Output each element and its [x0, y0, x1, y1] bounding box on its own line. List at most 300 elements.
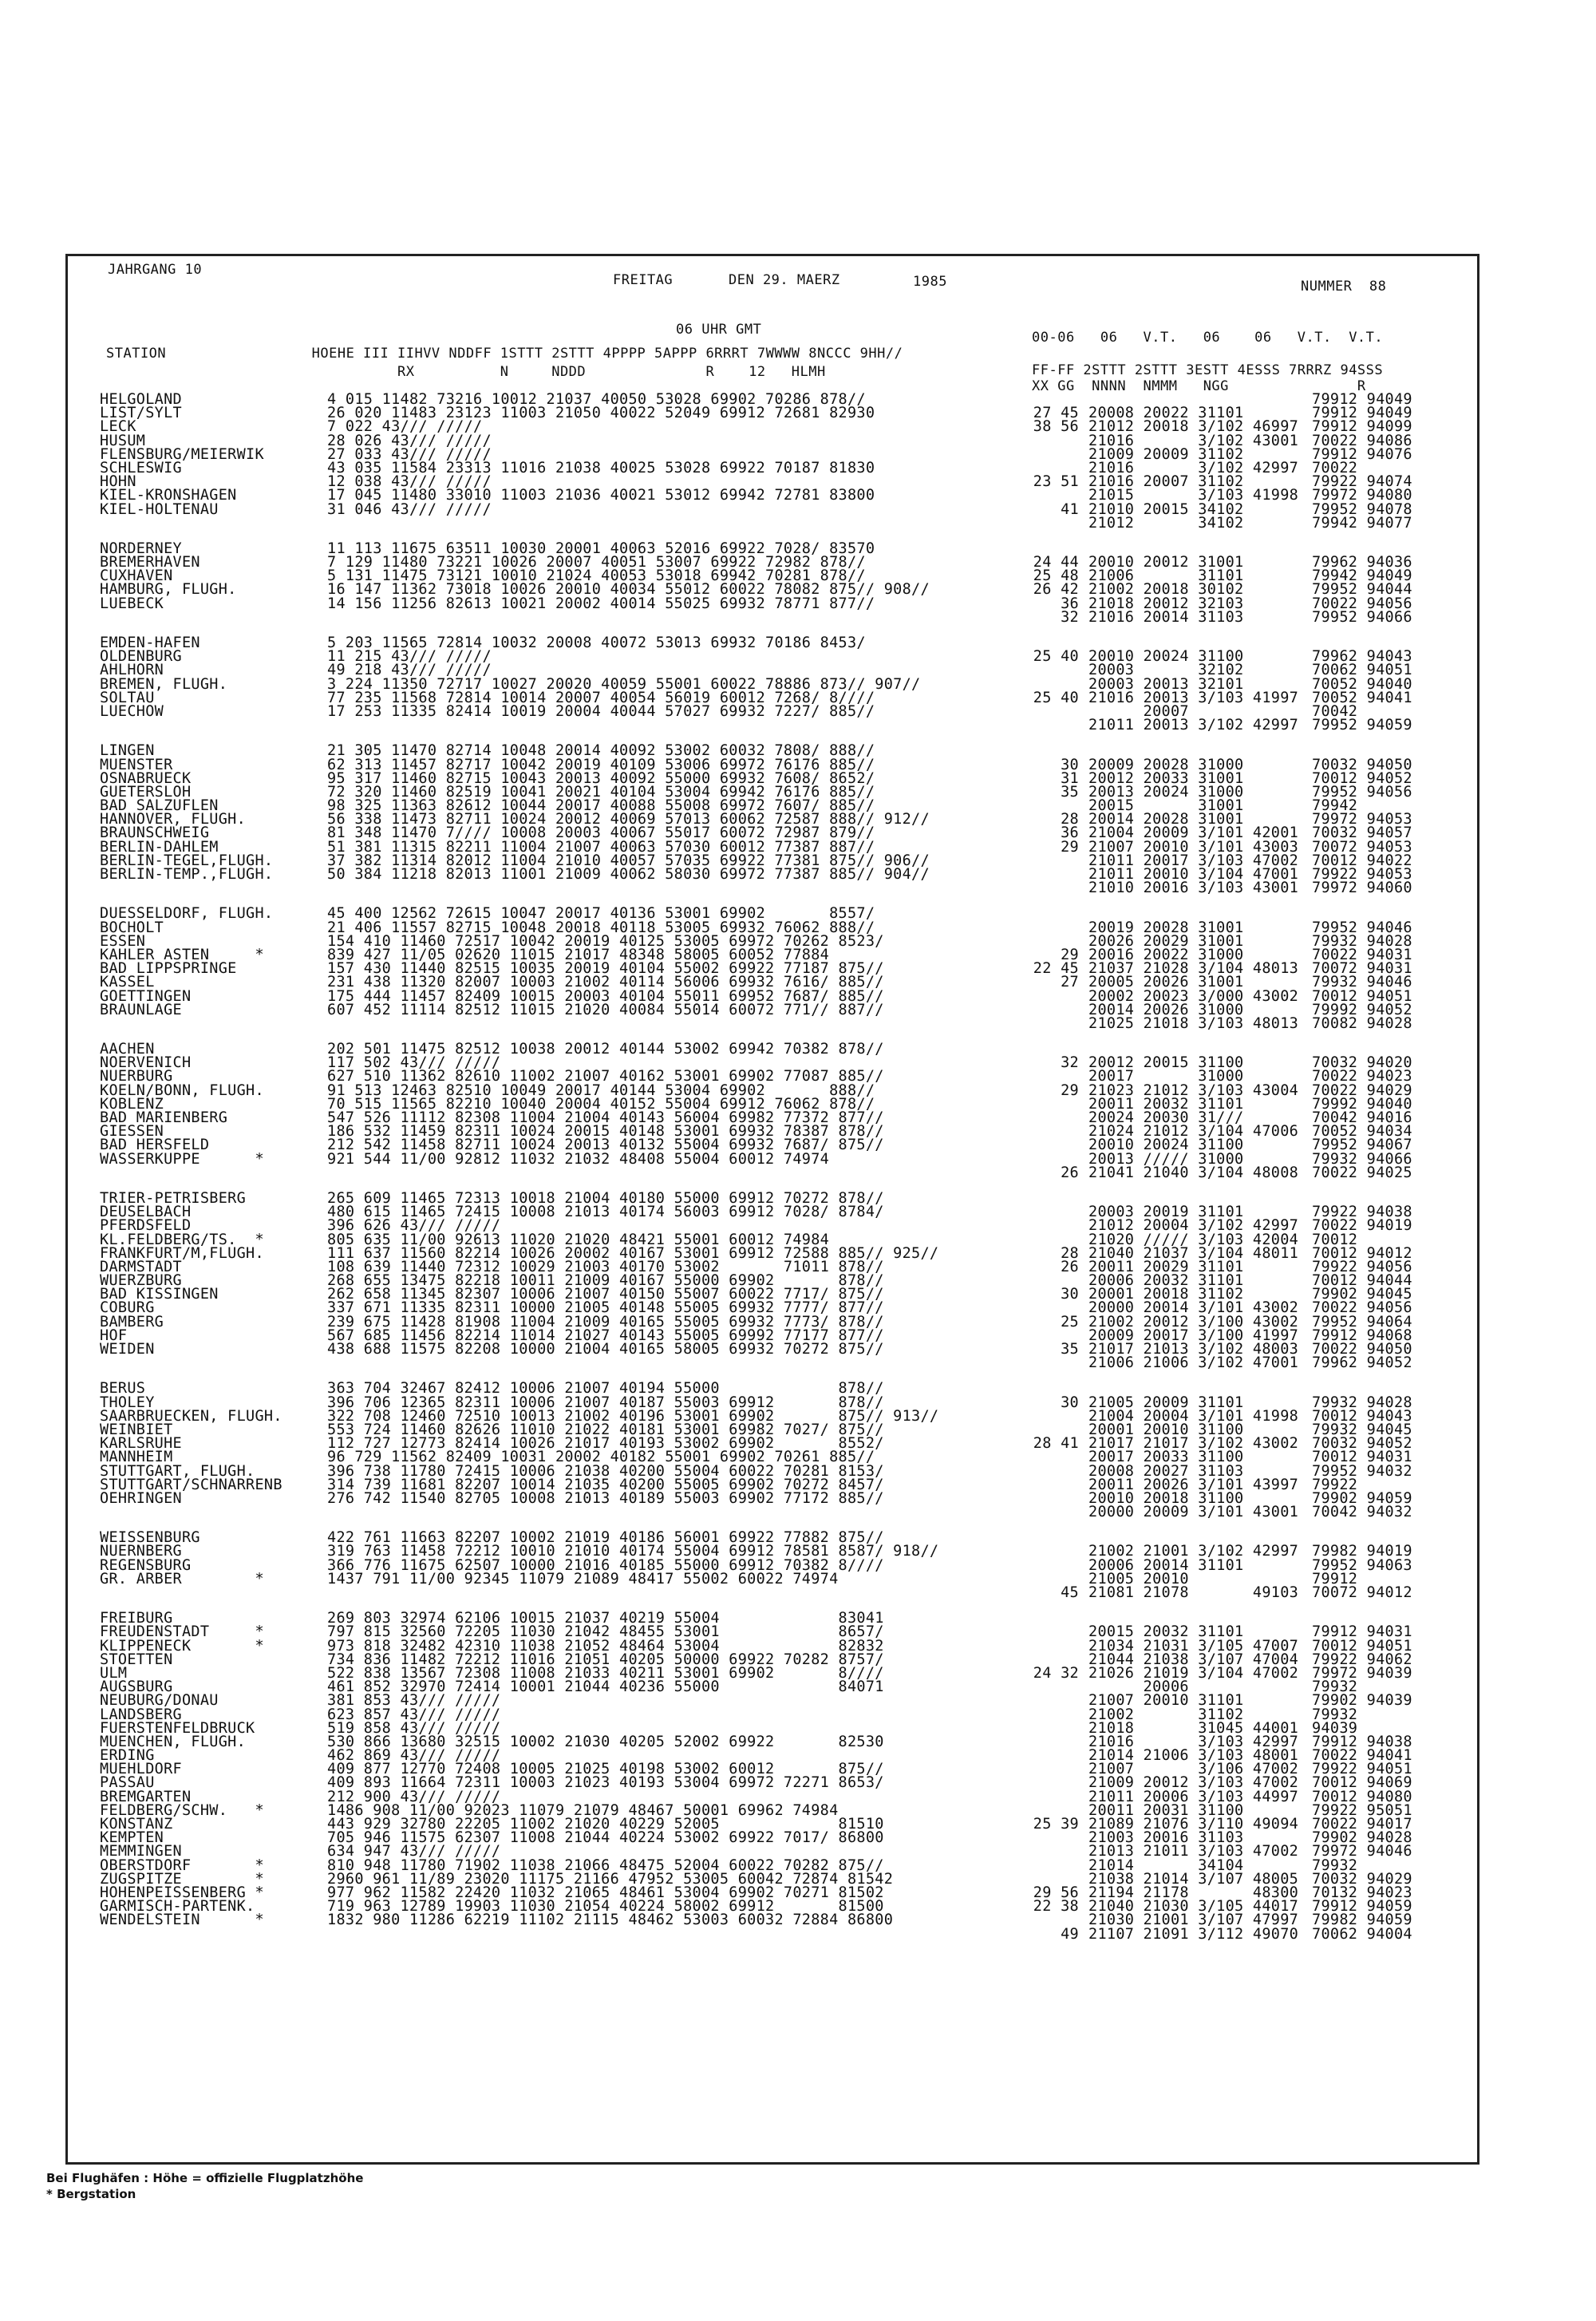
temperature-groups: 20007 — [1088, 702, 1189, 720]
observation-groups: 21 305 11470 82714 10048 20014 40092 53002 60032 7808/ 888// — [327, 742, 875, 760]
station-name: STOETTEN — [100, 1651, 173, 1668]
precip-snow-groups: 70012 94043 — [1312, 1407, 1412, 1425]
temperature-groups: 20009 20017 3/100 41997 — [1088, 1327, 1299, 1344]
observation-groups: 2960 961 11/89 23020 11175 21166 47952 53005 60042 72874 81542 — [327, 1870, 894, 1888]
station-name: BAD MARIENBERG — [100, 1109, 228, 1126]
precip-snow-groups: 79922 94038 — [1312, 1204, 1412, 1221]
station-name: WUERZBURG — [100, 1272, 182, 1290]
temperature-groups: 20006 20032 31101 — [1088, 1272, 1244, 1290]
wind-gust: 29 — [1061, 838, 1079, 856]
temperature-groups: 21016 20007 31102 — [1088, 473, 1244, 491]
station-name: KL.FELDBERG/TS. * — [100, 1231, 264, 1248]
station-name: HAMBURG, FLUGH. — [100, 581, 237, 599]
observation-groups: 810 948 11780 71902 11038 21066 48475 52004 60022 70282 875// — [327, 1856, 884, 1874]
station-name: HUSUM — [100, 432, 146, 449]
temperature-groups: 21002 20018 30102 — [1088, 581, 1244, 599]
station-row — [100, 1342, 1057, 1356]
precip-snow-groups: 79932 94045 — [1312, 1421, 1412, 1438]
station-name: BREMEN, FLUGH. — [100, 675, 228, 693]
temperature-groups: 21011 20010 3/104 47001 — [1088, 866, 1299, 883]
temperature-groups: 21002 20012 3/100 43002 — [1088, 1313, 1299, 1331]
precip-snow-groups: 79922 94074 — [1312, 473, 1412, 491]
summary-row — [1029, 1505, 1476, 1519]
station-row — [100, 1138, 1057, 1152]
temperature-groups: 21030 21001 3/107 47997 — [1088, 1912, 1299, 1929]
precip-snow-groups: 70012 94080 — [1312, 1788, 1412, 1805]
station-name: AHLHORN — [100, 662, 164, 679]
precip-snow-groups: 70042 94016 — [1312, 1109, 1412, 1126]
temperature-groups: 20009 20028 31000 — [1088, 756, 1244, 773]
wind-gust: 25 40 — [1033, 648, 1079, 666]
wind-gust: 31 — [1061, 769, 1079, 787]
precip-snow-groups: 79952 94067 — [1312, 1137, 1412, 1154]
precip-snow-groups: 79952 94059 — [1312, 717, 1412, 734]
station-name: BAMBERG — [100, 1313, 164, 1331]
station-row — [100, 742, 1057, 760]
temperature-groups: 21018 20012 32103 — [1088, 595, 1244, 612]
precip-snow-groups: 79922 94053 — [1312, 866, 1412, 883]
group-gap — [1029, 624, 1476, 636]
station-name: MUEHLDORF — [100, 1761, 182, 1778]
precip-snow-groups: 79922 94062 — [1312, 1651, 1412, 1668]
precip-snow-groups: 79912 94059 — [1312, 1898, 1412, 1916]
precip-snow-groups: 79972 94039 — [1312, 1664, 1412, 1682]
observation-groups: 212 542 11458 82711 10024 20013 40132 55004 69932 7687/ 875// — [327, 1137, 884, 1154]
station-name: ULM — [100, 1664, 128, 1682]
observation-groups: 322 708 12460 72510 10013 21002 40196 53001 69902 875// 913// — [327, 1407, 939, 1425]
station-row — [100, 488, 1057, 502]
temperature-groups: 21009 20012 3/103 47002 — [1088, 1774, 1299, 1792]
wind-gust: 32 — [1061, 608, 1079, 626]
temperature-groups: 21007 20010 31101 — [1088, 1692, 1244, 1710]
wind-gust: 25 39 — [1033, 1816, 1079, 1833]
station-name: HELGOLAND — [100, 391, 182, 408]
station-name: ESSEN — [100, 932, 146, 950]
temperature-groups: 20008 20027 31103 — [1088, 1462, 1244, 1480]
station-row — [100, 500, 1057, 518]
observation-groups: 553 724 11460 82626 11010 21022 40181 53001 69982 7027/ 875// — [327, 1421, 884, 1438]
precip-snow-groups: 70032 94050 — [1312, 756, 1412, 773]
left-column-header-1: STATION HOEHE III IIHVV NDDFF 1STTT 2STTT 4PPPP 5APPP 6RRRT 7WWWW 8NCCC 9HH// — [106, 346, 903, 362]
observation-groups: 396 738 11780 72415 10006 21038 40200 55004 60022 70281 8153/ — [327, 1462, 884, 1480]
observation-groups: 12 038 43/// ///// — [327, 473, 492, 491]
temperature-groups: 20026 20029 31001 — [1088, 932, 1244, 950]
summary-row — [1029, 744, 1476, 757]
observation-groups: 27 033 43/// ///// — [327, 445, 492, 463]
wind-gust: 36 — [1061, 824, 1079, 842]
precip-snow-groups: 70022 94086 — [1312, 432, 1412, 449]
station-name: OEHRINGEN — [100, 1489, 182, 1507]
precip-snow-groups: 70022 94019 — [1312, 1217, 1412, 1235]
observation-groups: 268 655 13475 82218 10011 21009 40167 55000 69902 878// — [327, 1272, 884, 1290]
station-name: REGENSBURG — [100, 1556, 192, 1574]
observation-groups: 366 776 11675 62507 10000 21016 40185 55000 69912 70382 8//// — [327, 1556, 884, 1574]
station-name: FLENSBURG/MEIERWIK — [100, 445, 264, 463]
group-gap — [1029, 895, 1476, 907]
station-name: PASSAU — [100, 1774, 155, 1792]
wind-gust: 30 — [1061, 1286, 1079, 1303]
precip-snow-groups: 70012 94031 — [1312, 1449, 1412, 1466]
station-name: BERLIN-TEGEL,FLUGH. — [100, 852, 274, 869]
observation-groups: 43 035 11584 23313 11016 21038 40025 53028 69922 70187 81830 — [327, 459, 875, 476]
observation-groups: 7 129 11480 73221 10026 20007 40051 53007 69922 72982 878// — [327, 554, 866, 571]
precip-snow-groups: 79902 94045 — [1312, 1286, 1412, 1303]
temperature-groups: 20014 20028 31001 — [1088, 811, 1244, 828]
station-name: STUTTGART, FLUGH. — [100, 1462, 255, 1480]
precip-snow-groups: 79922 94056 — [1312, 1258, 1412, 1275]
precip-snow-groups: 79912 94049 — [1312, 405, 1412, 422]
jahrgang-label: JAHRGANG 10 — [108, 262, 203, 278]
observation-groups: 276 742 11540 82705 10008 21013 40189 55003 69902 77172 885// — [327, 1489, 884, 1507]
precip-snow-groups: 70052 94034 — [1312, 1123, 1412, 1141]
observation-groups: 627 510 11362 82610 11002 21007 40162 53001 69902 77087 885// — [327, 1068, 884, 1085]
station-name: STUTTGART/SCHNARRENB — [100, 1476, 282, 1493]
station-row — [100, 1356, 1057, 1370]
station-row — [100, 1928, 1057, 1941]
precip-snow-groups: 70012 94044 — [1312, 1272, 1412, 1290]
station-row — [100, 905, 1057, 923]
wind-gust: 25 40 — [1033, 689, 1079, 706]
station-name: KLIPPENECK * — [100, 1637, 264, 1655]
precip-snow-groups: 79952 94063 — [1312, 1556, 1412, 1574]
summary-row — [1029, 1692, 1476, 1710]
temperature-groups: 20019 20028 31001 — [1088, 919, 1244, 936]
precip-snow-groups: 79912 94076 — [1312, 445, 1412, 463]
station-name: WENDELSTEIN * — [100, 1912, 264, 1929]
precip-snow-groups: 79972 94060 — [1312, 880, 1412, 897]
summary-row — [1029, 1586, 1476, 1599]
temperature-groups: 21009 20009 31102 — [1088, 445, 1244, 463]
summary-row — [1029, 975, 1476, 989]
wind-gust: 32 — [1061, 1054, 1079, 1072]
station-name: DUESSELDORF, FLUGH. — [100, 905, 274, 923]
observation-groups: 37 382 11314 82012 11004 21010 40057 57035 69922 77381 875// 906// — [327, 852, 930, 869]
station-name: BREMERHAVEN — [100, 554, 200, 571]
station-row — [100, 1450, 1057, 1464]
station-name: THOLEY — [100, 1394, 155, 1411]
temperature-groups: 21034 21031 3/105 47007 — [1088, 1637, 1299, 1655]
wind-gust: 24 44 — [1033, 554, 1079, 571]
observation-groups: 269 803 32974 62106 10015 21037 40219 55004 83041 — [327, 1610, 884, 1627]
station-row — [100, 881, 1057, 895]
date-label: DEN 29. MAERZ — [729, 272, 840, 288]
precip-snow-groups: 79952 94056 — [1312, 783, 1412, 801]
temperature-groups: 20011 20029 31101 — [1088, 1258, 1244, 1275]
precip-snow-groups: 79912 94068 — [1312, 1327, 1412, 1344]
wind-gust: 45 — [1061, 1584, 1079, 1601]
wind-gust: 30 — [1061, 1394, 1079, 1411]
station-name: WASSERKUPPE * — [100, 1150, 264, 1168]
group-gap — [1029, 1180, 1476, 1192]
temperature-groups: 20003 32102 — [1088, 662, 1244, 679]
observation-groups: 21 406 11557 82715 10048 20018 40118 53005 69932 76062 888// — [327, 919, 875, 936]
station-name: HOF — [100, 1327, 128, 1344]
temperature-groups: 21081 21078 49103 — [1088, 1584, 1299, 1601]
observation-groups: 623 857 43/// ///// — [327, 1706, 501, 1723]
year-label: 1985 — [913, 274, 947, 290]
observation-groups: 522 838 13567 72308 11008 21033 40211 53001 69902 8//// — [327, 1664, 884, 1682]
station-name: BRAUNSCHWEIG — [100, 824, 210, 842]
observation-groups: 70 515 11565 82210 10040 20004 40152 55004 69912 76062 878// — [327, 1095, 875, 1113]
group-gap — [1029, 1370, 1476, 1382]
station-name: KAHLER ASTEN * — [100, 946, 264, 963]
footnote-airport: Bei Flughäfen : Höhe = offizielle Flugplatzhöhe — [46, 2171, 364, 2185]
precip-snow-groups: 79902 94059 — [1312, 1489, 1412, 1507]
precip-snow-groups: 79992 94052 — [1312, 1001, 1412, 1018]
observation-groups: 49 218 43/// ///// — [327, 662, 492, 679]
observation-time: 06 UHR GMT — [676, 322, 762, 338]
observation-groups: 797 815 32560 72205 11030 21042 48455 53001 8657/ — [327, 1623, 884, 1641]
temperature-groups: 20013 ///// 31000 — [1088, 1150, 1244, 1168]
observation-groups: 16 147 11362 73018 10026 20010 40034 55012 60022 78082 875// 908// — [327, 581, 930, 599]
precip-snow-groups: 70062 94004 — [1312, 1925, 1412, 1943]
station-name: GARMISCH-PARTENK. — [100, 1898, 255, 1916]
station-name: KIEL-HOLTENAU — [100, 500, 219, 518]
station-observations — [100, 393, 1057, 1941]
station-name: SOLTAU — [100, 689, 155, 706]
observation-groups: 45 400 12562 72615 10047 20017 40136 53001 69902 8557/ — [327, 905, 875, 923]
station-name: FREIBURG — [100, 1610, 173, 1627]
station-name: AACHEN — [100, 1041, 155, 1058]
precip-snow-groups: 79962 94043 — [1312, 648, 1412, 666]
station-name: BAD HERSFELD — [100, 1137, 210, 1154]
observation-groups: 1832 980 11286 62219 11102 21115 48462 53003 60032 72884 86800 — [327, 1912, 894, 1929]
observation-groups: 3 224 11350 72717 10027 20020 40059 55001 60022 78886 873// 907// — [327, 675, 921, 693]
temperature-groups: 20003 20019 31101 — [1088, 1204, 1244, 1221]
summary-row — [1029, 488, 1476, 502]
station-name: BAD SALZUFLEN — [100, 797, 219, 815]
wind-gust: 25 48 — [1033, 567, 1079, 585]
temperature-groups: 21012 20004 3/102 42997 — [1088, 1217, 1299, 1235]
right-column-header-0: 00-06 06 V.T. 06 06 V.T. V.T. — [1032, 330, 1384, 346]
precip-snow-groups: 79922 94051 — [1312, 1761, 1412, 1778]
observation-groups: 265 609 11465 72313 10018 21004 40180 55000 69912 70272 878// — [327, 1189, 884, 1207]
station-row — [100, 1205, 1057, 1219]
temperature-groups: 20008 20022 31101 — [1088, 405, 1244, 422]
station-name: MUENCHEN, FLUGH. — [100, 1733, 247, 1750]
precip-snow-groups: 79982 94059 — [1312, 1912, 1412, 1929]
precip-snow-groups: 70042 — [1312, 702, 1358, 720]
temperature-groups: 20015 20032 31101 — [1088, 1623, 1244, 1641]
wind-gust: 29 56 — [1033, 1884, 1079, 1901]
station-row — [100, 1735, 1057, 1749]
precip-snow-groups: 70022 94023 — [1312, 1068, 1412, 1085]
wind-gust: 35 — [1061, 783, 1079, 801]
precip-snow-groups: 79912 94049 — [1312, 391, 1412, 408]
summary-row — [1029, 1845, 1476, 1858]
precip-snow-groups: 79922 — [1312, 1476, 1358, 1493]
wind-gust: 29 — [1061, 1081, 1079, 1099]
precip-snow-groups: 70022 94025 — [1312, 1164, 1412, 1181]
station-row — [100, 1042, 1057, 1056]
station-name: OBERSTDORF * — [100, 1856, 264, 1874]
observation-groups: 117 502 43/// ///// — [327, 1054, 501, 1072]
temperature-groups: 20001 20018 31102 — [1088, 1286, 1244, 1303]
observation-groups: 567 685 11456 82214 11014 21027 40143 55005 69992 77177 877// — [327, 1327, 884, 1344]
observation-groups: 314 739 11681 82207 10014 21035 40200 55005 69902 70272 8457/ — [327, 1476, 884, 1493]
station-name: BREMGARTEN — [100, 1788, 192, 1805]
wind-gust: 26 — [1061, 1164, 1079, 1181]
station-name: KONSTANZ — [100, 1816, 173, 1833]
precip-snow-groups: 70022 — [1312, 459, 1358, 476]
temperature-groups: 20005 20026 31001 — [1088, 974, 1244, 991]
temperature-groups: 20017 31000 — [1088, 1068, 1244, 1085]
observation-groups: 175 444 11457 82409 10015 20003 40104 55011 69952 7687/ 885// — [327, 987, 884, 1005]
station-name: DARMSTADT — [100, 1258, 182, 1275]
observation-groups: 262 658 11345 82307 10006 21007 40150 55007 60022 7717/ 875// — [327, 1286, 884, 1303]
temperature-groups: 20013 20024 31000 — [1088, 783, 1244, 801]
station-row — [100, 663, 1057, 677]
summary-row — [1029, 608, 1476, 626]
footnote-mountain-station: * Bergstation — [46, 2187, 136, 2201]
wind-gust: 22 38 — [1033, 1898, 1079, 1916]
observation-groups: 154 410 11460 72517 10042 20019 40125 53005 69972 70262 8523/ — [327, 932, 884, 950]
station-row — [100, 1845, 1057, 1858]
station-name: BERLIN-TEMP.,FLUGH. — [100, 866, 274, 883]
precip-snow-groups: 70012 94069 — [1312, 1774, 1412, 1792]
summary-row — [1029, 1382, 1476, 1395]
temperature-groups: 21011 20017 3/103 47002 — [1088, 852, 1299, 869]
station-name: BRAUNLAGE — [100, 1001, 182, 1018]
group-gap — [1029, 1519, 1476, 1531]
precip-snow-groups: 70032 94052 — [1312, 1435, 1412, 1453]
observation-groups: 1437 791 11/00 92345 11079 21089 48417 55002 60022 74974 — [327, 1570, 839, 1588]
temperature-groups: 21016 20013 3/103 41997 — [1088, 689, 1299, 706]
temperature-groups: 20011 20032 31101 — [1088, 1095, 1244, 1113]
station-row — [100, 611, 1057, 624]
station-name: LECK — [100, 418, 136, 436]
station-name: GIESSEN — [100, 1123, 164, 1141]
temperature-groups: 20011 20026 3/101 43997 — [1088, 1476, 1299, 1493]
precip-snow-groups: 70012 94022 — [1312, 852, 1412, 869]
precip-snow-groups: 79932 94066 — [1312, 1150, 1412, 1168]
temperature-groups: 21018 31045 44001 — [1088, 1719, 1299, 1737]
precip-snow-groups: 70022 94050 — [1312, 1341, 1412, 1358]
wind-gust: 41 — [1061, 500, 1079, 518]
precip-snow-groups: 70052 94041 — [1312, 689, 1412, 706]
temperature-groups: 21020 ///// 3/103 42004 — [1088, 1231, 1299, 1248]
temperature-groups: 21010 20016 3/103 43001 — [1088, 880, 1299, 897]
precip-snow-groups: 70022 94041 — [1312, 1747, 1412, 1765]
wind-gust: 28 — [1061, 1244, 1079, 1262]
summary-row — [1029, 1925, 1476, 1943]
station-row — [100, 1380, 1057, 1398]
precip-snow-groups: 79942 94077 — [1312, 514, 1412, 532]
precip-snow-groups: 79952 94066 — [1312, 608, 1412, 626]
station-name: OSNABRUECK — [100, 769, 192, 787]
summary-row — [1029, 1450, 1476, 1464]
precip-snow-groups: 79942 94049 — [1312, 567, 1412, 585]
station-name: LUECHOW — [100, 702, 164, 720]
observation-groups: 212 900 43/// ///// — [327, 1788, 501, 1805]
summary-row — [1029, 418, 1476, 436]
precip-snow-groups: 79962 94052 — [1312, 1354, 1412, 1372]
summary-row — [1029, 1217, 1476, 1235]
temperature-groups: 21012 20018 3/102 46997 — [1088, 418, 1299, 436]
precip-snow-groups: 79912 — [1312, 1570, 1358, 1588]
precip-snow-groups: 70012 94012 — [1312, 1244, 1412, 1262]
precip-snow-groups: 79952 94032 — [1312, 1462, 1412, 1480]
observation-groups: 973 818 32482 42310 11038 21052 48464 53004 82832 — [327, 1637, 884, 1655]
summary-row — [1029, 1625, 1476, 1639]
station-name: WEINBIET — [100, 1421, 173, 1438]
station-name: ERDING — [100, 1747, 155, 1765]
station-row — [100, 868, 1057, 881]
station-name: NUERBURG — [100, 1068, 173, 1085]
temperature-groups: 21017 21017 3/102 43002 — [1088, 1435, 1299, 1453]
precip-snow-groups: 79932 94028 — [1312, 1394, 1412, 1411]
observation-groups: 95 317 11460 82715 10043 20013 40092 55000 69932 7608/ 8652/ — [327, 769, 875, 787]
station-name: HOHN — [100, 473, 136, 491]
station-name: BERUS — [100, 1380, 146, 1398]
temperature-groups: 21040 21037 3/104 48011 — [1088, 1244, 1299, 1262]
temperature-groups: 21014 21006 3/103 48001 — [1088, 1747, 1299, 1765]
precip-snow-groups: 79952 94044 — [1312, 581, 1412, 599]
temperature-groups: 20015 31001 — [1088, 797, 1244, 815]
temperature-groups: 21010 20015 34102 — [1088, 500, 1244, 518]
precip-snow-groups: 79992 94040 — [1312, 1095, 1412, 1113]
observation-groups: 5 131 11475 73121 10010 21024 40053 53018 69942 70281 878// — [327, 567, 866, 585]
temperature-groups: 21004 20009 3/101 42001 — [1088, 824, 1299, 842]
observation-groups: 91 513 12463 82510 10049 20017 40144 53004 69902 888// — [327, 1081, 875, 1099]
group-gap — [1029, 530, 1476, 542]
observation-groups: 31 046 43/// ///// — [327, 500, 492, 518]
station-name: KOELN/BONN, FLUGH. — [100, 1081, 264, 1099]
observation-groups: 17 253 11335 82414 10019 20004 40044 57027 69932 7227/ 885// — [327, 702, 875, 720]
observation-groups: 337 671 11335 82311 10000 21005 40148 55005 69932 7777/ 877// — [327, 1299, 884, 1317]
station-name: LIST/SYLT — [100, 405, 182, 422]
station-name: NOERVENICH — [100, 1054, 192, 1072]
summary-row — [1029, 1138, 1476, 1152]
observation-groups: 5 203 11565 72814 10032 20008 40072 53013 69932 70186 8453/ — [327, 635, 866, 651]
temperature-groups: 21012 34102 — [1088, 514, 1244, 532]
observation-groups: 530 866 13680 32515 10002 21030 40205 52002 69922 82530 — [327, 1733, 884, 1750]
precip-snow-groups: 70012 — [1312, 1231, 1358, 1248]
temperature-groups: 21024 21012 3/104 47006 — [1088, 1123, 1299, 1141]
summary-row — [1029, 1014, 1476, 1032]
observation-groups: 28 026 43/// ///// — [327, 432, 492, 449]
wind-gust: 23 51 — [1033, 473, 1079, 491]
precip-snow-groups: 79912 94099 — [1312, 418, 1412, 436]
wind-gust: 24 32 — [1033, 1664, 1079, 1682]
station-name: KARLSRUHE — [100, 1435, 182, 1453]
station-name: GR. ARBER * — [100, 1570, 264, 1588]
precip-snow-groups: 79922 95051 — [1312, 1801, 1412, 1819]
issue-number: NUMMER 88 — [1301, 279, 1387, 295]
station-row — [100, 461, 1057, 475]
temperature-groups: 21025 21018 3/103 48013 — [1088, 1014, 1299, 1032]
station-name: BAD KISSINGEN — [100, 1286, 219, 1303]
precip-snow-groups: 70132 94023 — [1312, 1884, 1412, 1901]
temperature-groups: 21003 20016 31103 — [1088, 1829, 1244, 1847]
station-row — [100, 1572, 1057, 1586]
station-row — [100, 1586, 1057, 1599]
precip-snow-groups: 79902 94039 — [1312, 1692, 1412, 1710]
temperature-groups: 21011 20006 3/103 44997 — [1088, 1788, 1299, 1805]
station-name: MEMMINGEN — [100, 1843, 182, 1860]
wind-gust: 29 — [1061, 946, 1079, 963]
wind-gust: 49 — [1061, 1925, 1079, 1943]
station-name: COBURG — [100, 1299, 155, 1317]
observation-groups: 443 929 32780 22205 11002 21020 40229 52005 81510 — [327, 1816, 884, 1833]
observation-groups: 98 325 11363 82612 10044 20017 40088 55008 69972 7607/ 885// — [327, 797, 875, 815]
station-row — [100, 702, 1057, 720]
precip-snow-groups: 79932 — [1312, 1706, 1358, 1723]
precip-snow-groups: 79952 94046 — [1312, 919, 1412, 936]
precip-snow-groups: 79972 94080 — [1312, 487, 1412, 504]
temperature-groups: 20006 — [1088, 1678, 1189, 1696]
precip-snow-groups: 79952 94064 — [1312, 1313, 1412, 1331]
